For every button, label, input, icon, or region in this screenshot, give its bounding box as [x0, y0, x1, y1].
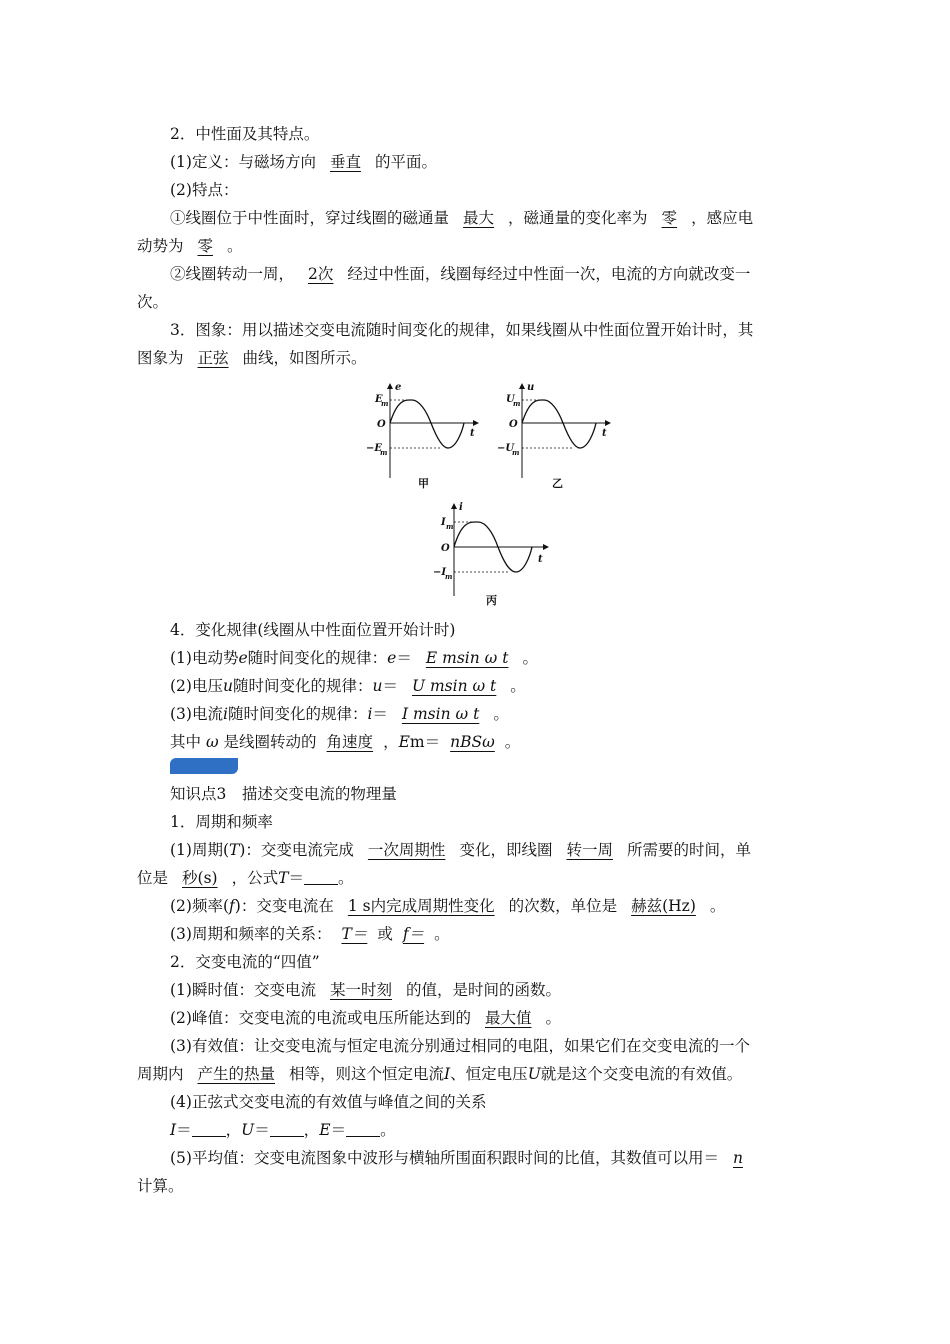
empty-blank — [270, 1122, 304, 1137]
answer-blank: f＝ — [402, 925, 425, 943]
sine-graph-jia — [364, 380, 484, 490]
axis-label-x: t — [470, 428, 475, 439]
svg-text:m: m — [512, 448, 520, 457]
heading-neutral-plane: 2．中性面及其特点。 — [170, 125, 320, 143]
text-line: 图象为 正弦 曲线，如图所示。 — [137, 349, 367, 367]
answer-blank: 零 — [661, 209, 678, 227]
axis-label-x: t — [538, 554, 543, 565]
neg-peak-label: −U — [497, 443, 515, 454]
answer-blank: 秒(s) — [182, 869, 218, 887]
text-line: 次。 — [137, 293, 169, 311]
answer-blank: 正弦 — [197, 349, 229, 367]
heading-four-values: 2．交变电流的“四值” — [170, 953, 320, 971]
text-line: (3)有效值：让交变电流与恒定电流分别通过相同的电阻，如果它们在交变电流的一个 — [170, 1037, 750, 1055]
sine-graph-yi — [496, 380, 616, 490]
graph-caption: 乙 — [552, 477, 563, 490]
section-title: 知识点3 描述交变电流的物理量 — [170, 785, 397, 803]
heading-variation-law: 4．变化规律(线圈从中性面位置开始计时) — [170, 621, 456, 639]
answer-blank: 1 s内完成周期性变化 — [347, 897, 495, 915]
origin-label: O — [441, 543, 450, 554]
answer-blank: 垂直 — [329, 153, 361, 171]
origin-label: O — [377, 419, 386, 430]
axis-label-x: t — [602, 428, 607, 439]
text-line: (1)瞬时值：交变电流 某一时刻 的值，是时间的函数。 — [170, 981, 561, 999]
axis-label-y: u — [527, 382, 535, 393]
svg-text:m: m — [380, 448, 388, 457]
peak-label: E — [375, 394, 383, 405]
heading-period-frequency: 1．周期和频率 — [170, 813, 273, 831]
axis-label-y: e — [395, 382, 402, 393]
answer-blank: 一次周期性 — [367, 841, 446, 859]
answer-blank: 某一时刻 — [329, 981, 392, 999]
answer-blank: I msin ω t — [401, 705, 480, 723]
sine-graph-bing — [430, 500, 554, 610]
text-line: (3)周期和频率的关系： T＝ 或 f＝ 。 — [170, 925, 450, 943]
text-line: (5)平均值：交变电流图象中波形与横轴所围面积跟时间的比值，其数值可以用＝ n — [170, 1148, 817, 1168]
text-line: (2)频率(f)：交变电流在 1 s内完成周期性变化 的次数，单位是 赫兹(Hz) 。 — [170, 897, 726, 915]
text-line: ②线圈转动一周， 2次 经过中性面，线圈每经过中性面一次，电流的方向就改变一 — [170, 265, 751, 283]
answer-blank: 角速度 — [326, 733, 374, 751]
answer-blank: n — [732, 1149, 743, 1167]
formula-line: 其中 ω 是线圈转动的 角速度 ，Em＝ nBSω 。 — [170, 733, 521, 751]
text-line: 动势为 零 。 — [137, 237, 243, 255]
answer-blank: 最大 — [463, 209, 495, 227]
text-line: (2)峰值：交变电流的电流或电压所能达到的 最大值 。 — [170, 1009, 561, 1027]
formula-line: (1)电动势e随时间变化的规律：e＝ E msin ω t 。 — [170, 649, 538, 667]
text-line: ①线圈位于中性面时，穿过线圈的磁通量 最大 ，磁通量的变化率为 零 ，感应电 — [170, 209, 754, 227]
text-line: (1)周期(T)：交变电流完成 一次周期性 变化，即线圈 转一周 所需要的时间，单 — [170, 841, 751, 859]
text-line: (2)特点： — [170, 181, 239, 199]
svg-text:m: m — [513, 399, 521, 408]
formula-line: (3)电流i随时间变化的规律：i＝ I msin ω t 。 — [170, 705, 509, 723]
answer-blank: 赫兹(Hz) — [631, 897, 696, 915]
neg-peak-label: −E — [366, 443, 383, 454]
answer-blank: 转一周 — [566, 841, 613, 859]
answer-blank: U msin ω t — [411, 677, 497, 695]
text-line: 周期内 产生的热量 相等，则这个恒定电流I、恒定电压U就是这个交变电流的有效值。 — [137, 1065, 743, 1083]
answer-blank: nBSω — [450, 733, 495, 751]
svg-text:m: m — [445, 572, 453, 581]
neg-peak-label: −I — [433, 567, 447, 578]
text-line: 位是 秒(s) ，公式T＝ 。 — [137, 869, 354, 887]
text-line: (4)正弦式交变电流的有效值与峰值之间的关系 — [170, 1093, 487, 1111]
answer-blank: T＝ — [341, 925, 368, 943]
svg-text:m: m — [446, 522, 454, 531]
svg-text:m: m — [381, 399, 389, 408]
answer-blank: 产生的热量 — [197, 1065, 276, 1083]
peak-label: U — [506, 394, 515, 405]
origin-label: O — [509, 419, 518, 430]
formula-line: (2)电压u随时间变化的规律：u＝ U msin ω t 。 — [170, 677, 526, 695]
answer-blank: E msin ω t — [425, 649, 509, 667]
graph-caption: 丙 — [486, 594, 497, 607]
heading-graph: 3．图象：用以描述交变电流随时间变化的规律，如果线圈从中性面位置开始计时，其 — [170, 321, 754, 339]
peak-label: I — [441, 517, 446, 528]
text-line: 计算。 — [137, 1177, 184, 1195]
section-badge — [170, 758, 238, 774]
answer-blank: 零 — [197, 237, 214, 255]
empty-blank — [304, 870, 338, 885]
formula-line: I＝ ，U＝ ，E＝ 。 — [170, 1121, 396, 1139]
answer-blank: 最大值 — [484, 1009, 532, 1027]
empty-blank — [346, 1122, 380, 1137]
empty-blank — [192, 1122, 226, 1137]
graph-caption: 甲 — [418, 477, 429, 490]
text-line: (1)定义：与磁场方向 垂直 的平面。 — [170, 153, 437, 171]
axis-label-y: i — [459, 502, 463, 513]
answer-blank: 2次 — [308, 265, 334, 283]
